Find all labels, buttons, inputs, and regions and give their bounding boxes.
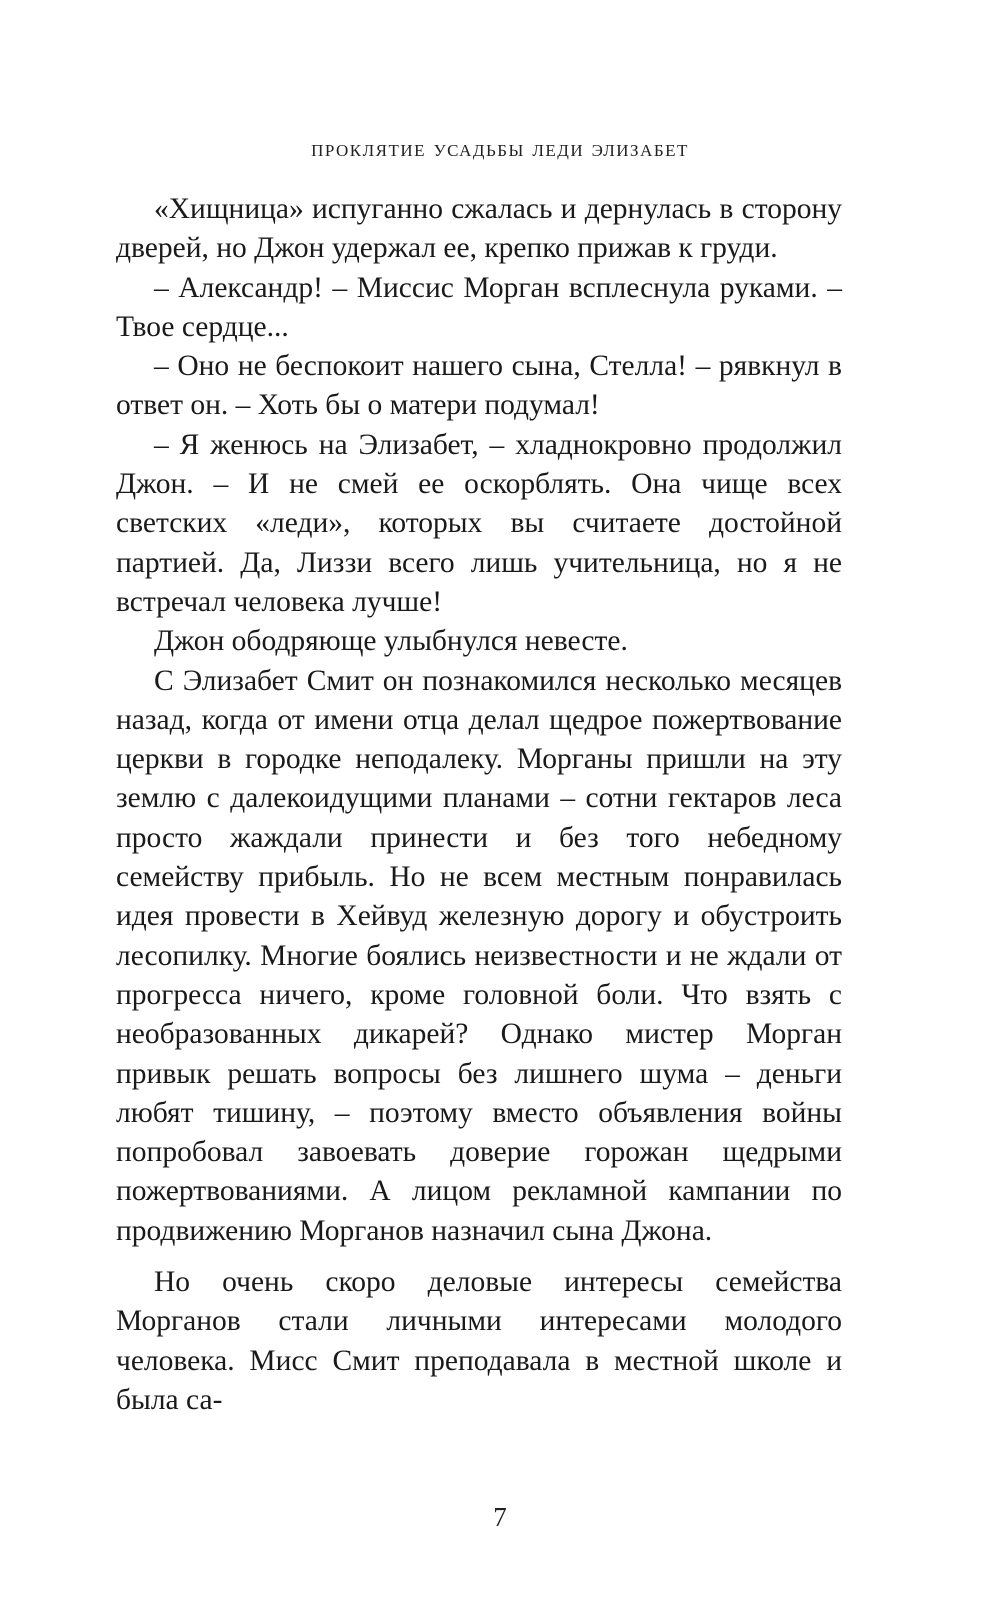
- page-number: 7: [493, 1502, 507, 1532]
- paragraph: – Александр! – Миссис Морган всплеснула руками. – Твое сердце...: [116, 271, 842, 343]
- paragraph: Джон ободряюще улыбнулся невесте.: [154, 625, 628, 658]
- body-text: [116, 190, 842, 1420]
- paragraph: – Я женюсь на Элизабет, – хладнокровно продолжил Джон. – И не смей ее оскорблять. Она чище всех светских «леди», которых вы считаете достойной партией. Да, Лиззи всего лишь учительница, но я не встречал человека лучше!: [116, 428, 842, 618]
- paragraph: – Оно не беспокоит нашего сына, Стелла! – рявкнул в ответ он. – Хоть бы о матери подумал!: [116, 350, 842, 422]
- paragraph: С Элизабет Смит он познакомился несколько месяцев назад, когда от имени отца делал щедрое пожертвование церкви в городке неподалеку. Морганы пришли на эту землю с далекоидущими планами – сотни гектаров леса просто жаждали принести и без того небедному семейству прибыль. Но не всем местным понравилась идея провести в Хейвуд железную дорогу и обустроить лесопилку. Многие боялись неизвестности и не ждали от прогресса ничего, кроме головной боли. Что взять с необразованных дикарей? Однако мистер Морган привык решать вопросы без лишнего шума – деньги любят тишину, – поэтому вместо объявления войны попробовал завоевать доверие горожан щедрыми пожертвованиями. А лицом рекламной кампании по продвижению Морганов назначил сына Джона.: [116, 664, 842, 1247]
- paragraph: Но очень скоро деловые интересы семейства Морганов стали личными интересами молодого человека. Мисс Смит преподавала в местной школе и была са-: [116, 1266, 842, 1416]
- running-head: проклятие усадьбы леди элизабет: [311, 136, 689, 162]
- paragraph: «Хищница» испуганно сжалась и дернулась в сторону дверей, но Джон удержал ее, крепко прижав к груди.: [116, 193, 842, 265]
